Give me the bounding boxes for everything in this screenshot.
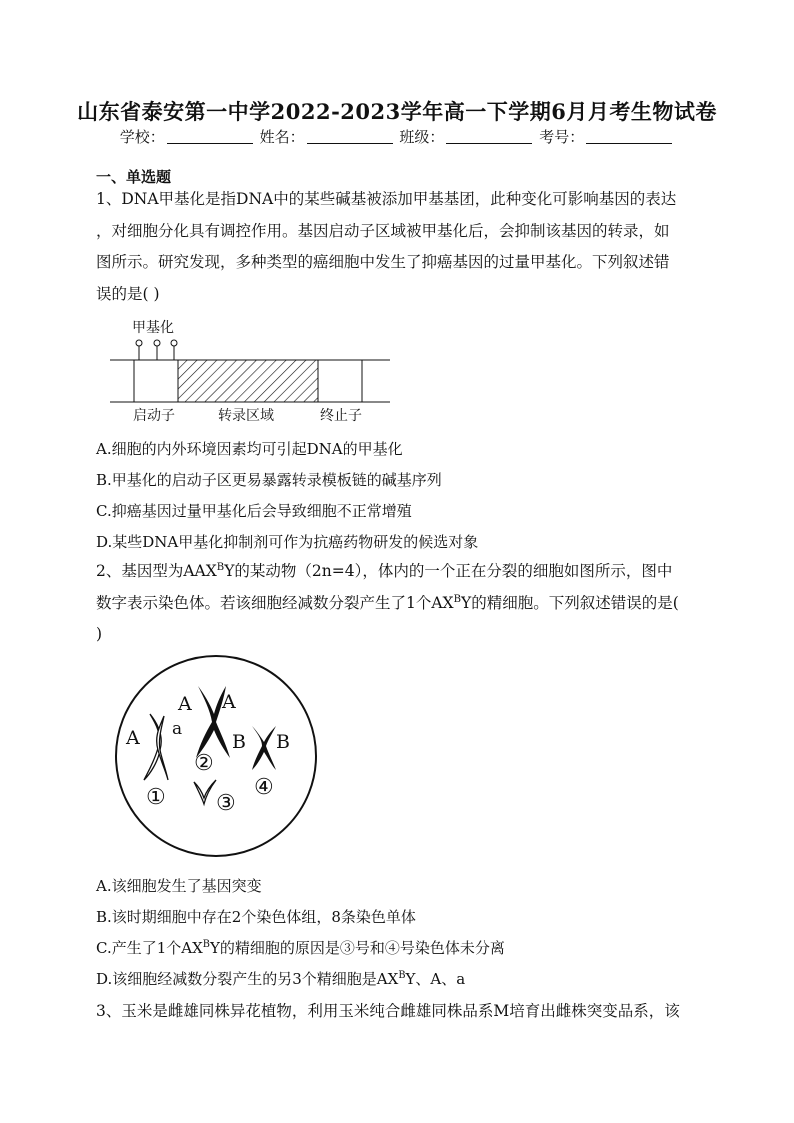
- gene-label: A: [222, 691, 236, 713]
- chromosome-number: ①: [146, 785, 166, 810]
- chromosome-4: [252, 726, 276, 770]
- chromosome-number: ③: [216, 791, 236, 816]
- gene-label: B: [232, 731, 246, 753]
- gene-label: A: [126, 727, 140, 749]
- q1-line: ，对细胞分化具有调控作用。基因启动子区域被甲基化后，会抑制该基因的转录，如: [96, 221, 670, 240]
- q1-option-b[interactable]: B.甲基化的启动子区更易暴露转录模板链的碱基序列: [96, 471, 442, 489]
- q1-option-c[interactable]: C.抑癌基因过量甲基化后会导致细胞不正常增殖: [96, 502, 412, 520]
- chromosome-number: ②: [194, 751, 214, 776]
- q2-line: 数字表示染色体。若该细胞经减数分裂产生了1个$AX^BY$的精细胞。下列叙述错误的是(: [96, 593, 679, 612]
- q2-option-d[interactable]: D.该细胞经减数分裂产生的另3个精细胞是$AX^BY$、A、a: [96, 970, 466, 988]
- q3-line: 3、玉米是雌雄同株异花植物，利用玉米纯合雌雄同株品系M培育出雌株突变品系，该: [96, 1002, 680, 1020]
- q2-option-b[interactable]: B.该时期细胞中存在2个染色体组，8条染色单体: [96, 908, 416, 926]
- transcription-region: [178, 360, 318, 402]
- class-label: 班级：: [399, 128, 445, 146]
- gene-label: a: [172, 719, 183, 739]
- q1-option-a[interactable]: A.细胞的内外环境因素均可引起DNA的甲基化: [96, 440, 403, 458]
- transcription-label: 转录区域: [218, 408, 274, 424]
- promoter-label: 启动子: [133, 408, 175, 424]
- school-blank[interactable]: [167, 129, 253, 144]
- student-info-line: [0, 126, 794, 147]
- methyl-label: 甲基化: [132, 320, 174, 336]
- q2-option-c[interactable]: C.产生了1个$AX^BY$的精细胞的原因是③号和④号染色体未分离: [96, 939, 505, 957]
- gene-label: A: [178, 693, 192, 715]
- class-blank[interactable]: [446, 129, 532, 144]
- school-label: 学校：: [119, 128, 165, 146]
- q2-line: 2、基因型为$AAX^BY$的某动物（2n=4），体内的一个正在分裂的细胞如图所示，图中: [96, 561, 673, 580]
- question-1-stem: [96, 184, 700, 310]
- cell-membrane: [116, 656, 316, 856]
- q2-option-a[interactable]: A.该细胞发生了基因突变: [96, 877, 262, 895]
- name-blank[interactable]: [307, 129, 393, 144]
- chromosome-3: [194, 780, 216, 804]
- exam-number-blank[interactable]: [586, 129, 672, 144]
- question-2-stem: [96, 556, 700, 651]
- q1-line: 1、DNA甲基化是指DNA中的某些碱基被添加甲基基团，此种变化可影响基因的表达: [96, 190, 677, 208]
- exam-title: 山东省泰安第一中学2022-2023学年高一下学期6月月考生物试卷: [77, 99, 717, 124]
- section-heading: 一、单选题: [96, 168, 172, 186]
- q1-line: 图所示。研究发现，多种类型的癌细胞中发生了抑癌基因的过量甲基化。下列叙述错: [96, 253, 670, 271]
- dna-strand: [110, 360, 390, 402]
- gene-label: B: [276, 731, 290, 753]
- chromosome-number: ④: [254, 775, 274, 800]
- methyl-groups: [136, 340, 177, 360]
- terminator-label: 终止子: [320, 408, 362, 424]
- dividing-cell-diagram: [112, 652, 322, 860]
- question-3-stem: [96, 996, 700, 1028]
- q2-line: ): [96, 625, 103, 643]
- q1-option-d[interactable]: D.某些DNA甲基化抑制剂可作为抗癌药物研发的候选对象: [96, 533, 479, 551]
- name-label: 姓名：: [259, 128, 305, 146]
- dna-methylation-diagram: [110, 318, 400, 430]
- q1-line: 误的是( ): [96, 284, 160, 303]
- chromosome-1: [144, 714, 168, 780]
- exam-number-label: 考号：: [539, 128, 585, 146]
